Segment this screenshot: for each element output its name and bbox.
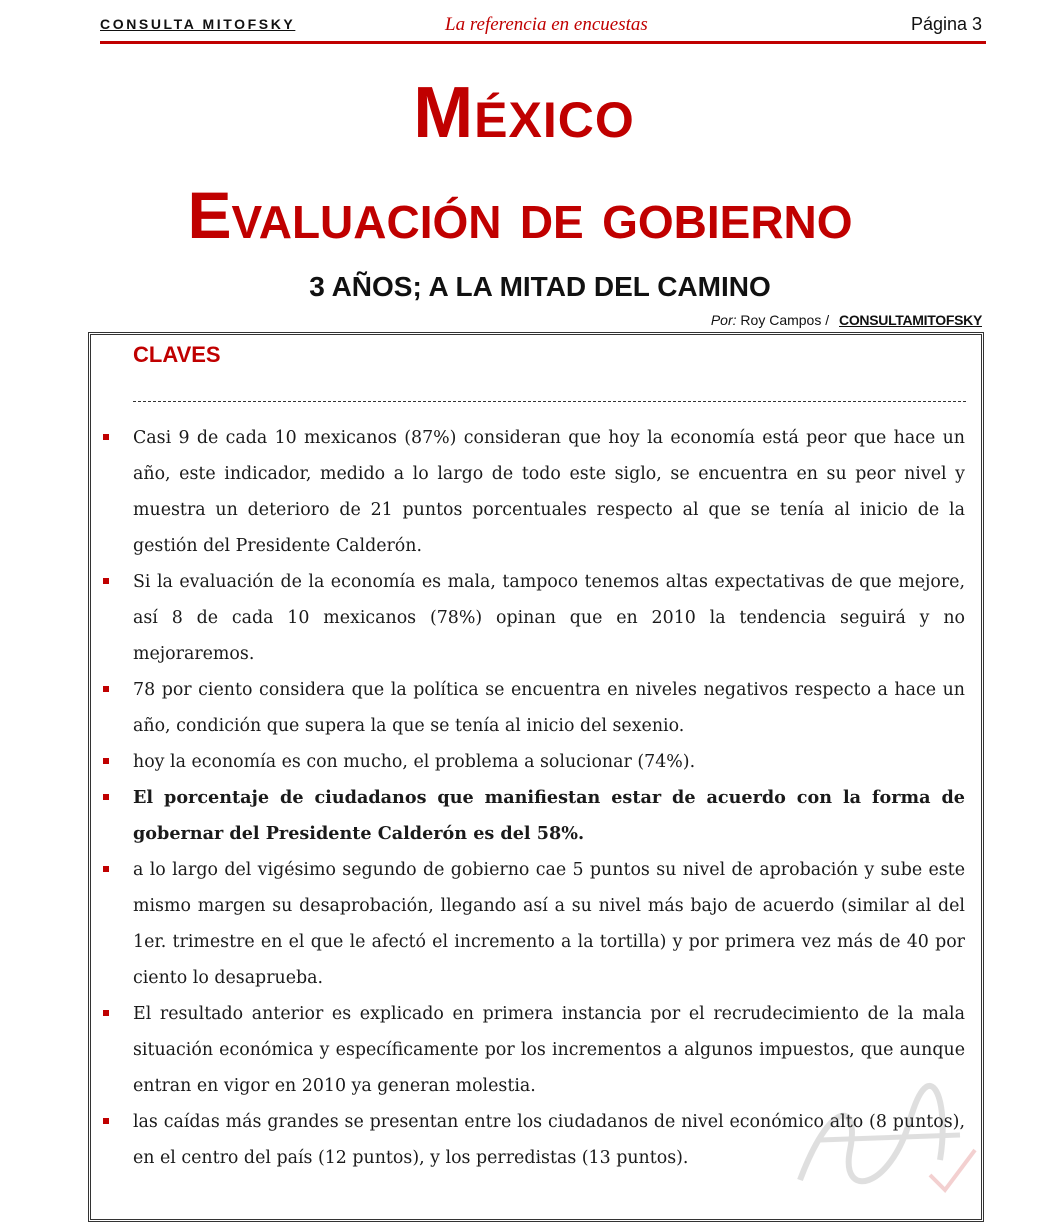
page-number: Página 3 (910, 14, 982, 34)
list-item-text: El porcentaje de ciudadanos que manifiestan estar de acuerdo con la forma de gobernar del Presidente Calderón es del 58%. (133, 787, 965, 844)
page-subtitle: 3 AÑOS; A LA MITAD DEL CAMINO (309, 271, 771, 302)
key-points-list (103, 420, 965, 1176)
signature-watermark-icon (790, 1080, 980, 1200)
brand-name: CONSULTA MITOFSKY (100, 16, 296, 32)
list-item (103, 744, 965, 780)
list-item-text: Casi 9 de cada 10 mexicanos (87%) consideran que hoy la economía está peor que hace un año, este indicador, medido a lo largo de todo este siglo, se encuentra en su peor nivel y muestra un deterioro de 21 puntos porcentuales respecto al que se tenía al inicio de la gestión del Presidente Calderón. (133, 428, 965, 556)
list-item (103, 564, 965, 672)
square-bullet-icon (103, 1010, 109, 1016)
list-item (103, 672, 965, 744)
square-bullet-icon (103, 686, 109, 692)
square-bullet-icon (103, 1118, 109, 1124)
list-item (103, 852, 965, 996)
page-header (100, 8, 982, 44)
square-bullet-icon (103, 794, 109, 800)
byline (711, 312, 982, 328)
list-item (103, 420, 965, 564)
tagline: La referencia en encuestas (445, 14, 648, 35)
list-item-text: El resultado anterior es explicado en primera instancia por el recrudecimiento de la mala situación económica y específicamente por los incrementos a algunos impuestos, que aunque entran en vigor en 2010 ya generan molestia. (133, 1004, 965, 1096)
page-title: México (413, 73, 635, 153)
square-bullet-icon (103, 434, 109, 440)
page-title-secondary: Evaluación de gobierno (187, 178, 853, 252)
dashed-divider (133, 401, 966, 422)
square-bullet-icon (103, 578, 109, 584)
list-item-text: las caídas más grandes se presentan entre los ciudadanos de nivel económico alto (8 puntos), en el centro del país (12 puntos), y los perredistas (13 puntos). (133, 1112, 965, 1168)
square-bullet-icon (103, 758, 109, 764)
list-item-text: Si la evaluación de la economía es mala, tampoco tenemos altas expectativas de que mejore, así 8 de cada 10 mexicanos (78%) opinan que en 2010 la tendencia seguirá y no mejoraremos. (133, 572, 965, 664)
byline-label: Por: (710, 312, 737, 328)
header-divider (100, 41, 986, 44)
list-item-text: 78 por ciento considera que la política se encuentra en niveles negativos respecto a hace un año, condición que supera la que se tenía al inicio del sexenio. (133, 680, 965, 736)
list-item (103, 780, 965, 852)
list-item-text: a lo largo del vigésimo segundo de gobierno cae 5 puntos su nivel de aprobación y sube este mismo margen su desaprobación, llegando así a su nivel más bajo de acuerdo (similar al del 1er. trimestre en el que le afectó el incremento a la tortilla) y por primera vez más de 40 por ciento lo desaprueba. (133, 860, 965, 988)
list-item-text: hoy la economía es con mucho, el problema a solucionar (74%). (133, 752, 696, 772)
section-heading: CLAVES (133, 342, 221, 367)
byline-org: CONSULTAMITOFSKY (839, 312, 982, 328)
square-bullet-icon (103, 866, 109, 872)
byline-author: Roy Campos / (740, 312, 830, 328)
